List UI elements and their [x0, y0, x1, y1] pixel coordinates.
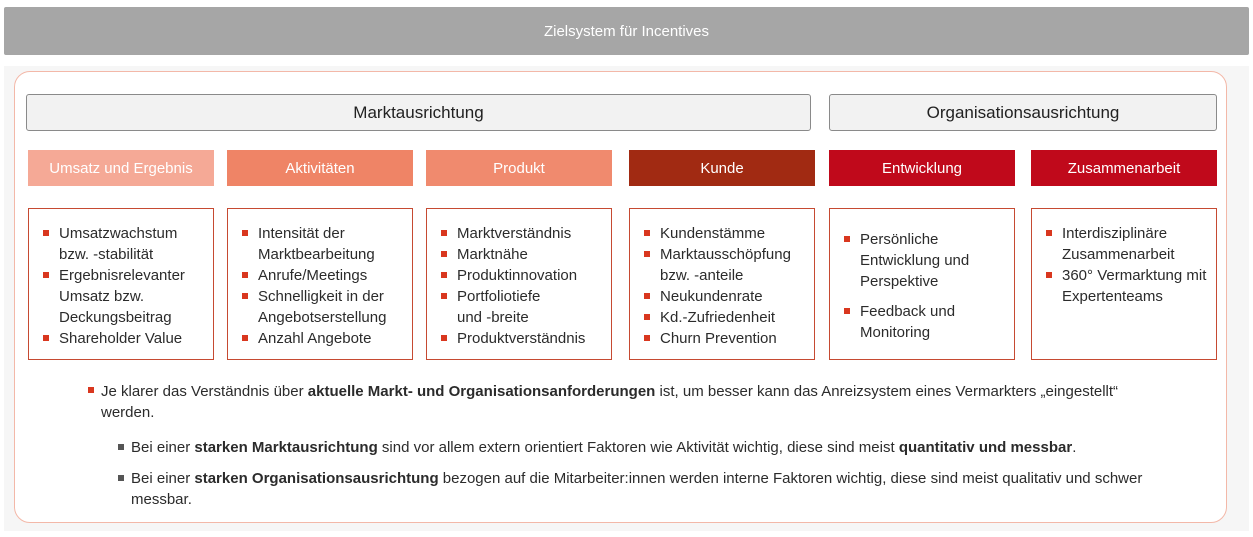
notes [88, 381, 1168, 510]
category-kunde: Kunde [629, 150, 815, 186]
list-item: Intensität der Marktbearbeitung [242, 223, 404, 265]
list-item: Churn Prevention [644, 328, 806, 349]
category-produkt: Produkt [426, 150, 612, 186]
box-kunde [629, 208, 815, 360]
note-organisation: Bei einer starken Organisationsausrichtung bezogen auf die Mitarbeiter:innen werden interne Faktoren wichtig, diese sind meist qualitativ und schwer messbar. [88, 468, 1168, 510]
list-item: Kundenstämme [644, 223, 806, 244]
group-organisationsausrichtung: Organisationsausrichtung [829, 94, 1217, 131]
list-item: Marktausschöpfung bzw. -anteile [644, 244, 806, 286]
page-title: Zielsystem für Incentives [4, 7, 1249, 55]
box-entwicklung [829, 208, 1015, 360]
box-produkt [426, 208, 612, 360]
list-item: Portfoliotiefe und -breite [441, 286, 567, 328]
list-item: Anrufe/Meetings [242, 265, 404, 286]
list-item: Feedback und Monitoring [844, 301, 970, 343]
list-item: Persönliche Entwicklung und Perspektive [844, 229, 1006, 292]
category-umsatz-und-ergebnis: Umsatz und Ergebnis [28, 150, 214, 186]
list-item: Produktverständnis [441, 328, 603, 349]
list-item: 360° Vermarktung mit Expertenteams [1046, 265, 1208, 307]
list-item: Anzahl Angebote [242, 328, 404, 349]
list-item: Shareholder Value [43, 328, 205, 349]
list-item: Ergebnisrelevanter Umsatz bzw. Deckungsbeitrag [43, 265, 205, 328]
category-zusammenarbeit: Zusammenarbeit [1031, 150, 1217, 186]
box-aktivitaeten [227, 208, 413, 360]
category-entwicklung: Entwicklung [829, 150, 1015, 186]
list-item: Marktverständnis [441, 223, 603, 244]
box-zusammenarbeit [1031, 208, 1217, 360]
category-aktivitaeten: Aktivitäten [227, 150, 413, 186]
list-item: Kd.-Zufriedenheit [644, 307, 806, 328]
box-umsatz-und-ergebnis [28, 208, 214, 360]
group-marktausrichtung: Marktausrichtung [26, 94, 811, 131]
list-item: Schnelligkeit in der Angebotserstellung [242, 286, 404, 328]
list-item: Marktnähe [441, 244, 603, 265]
list-item: Umsatzwachstum bzw. -stabilität [43, 223, 205, 265]
list-item: Produktinnovation [441, 265, 603, 286]
list-item: Neukundenrate [644, 286, 806, 307]
note-market: Bei einer starken Marktausrichtung sind vor allem extern orientiert Faktoren wie Aktivität wichtig, diese sind meist quantitativ und messbar. [88, 437, 1168, 458]
note-main: Je klarer das Verständnis über aktuelle Markt- und Organisationsanforderungen ist, um besser kann das Anreizsystem eines Vermarkters „eingestellt“ werden. [88, 381, 1168, 423]
list-item: Interdisziplinäre Zusammenarbeit [1046, 223, 1208, 265]
